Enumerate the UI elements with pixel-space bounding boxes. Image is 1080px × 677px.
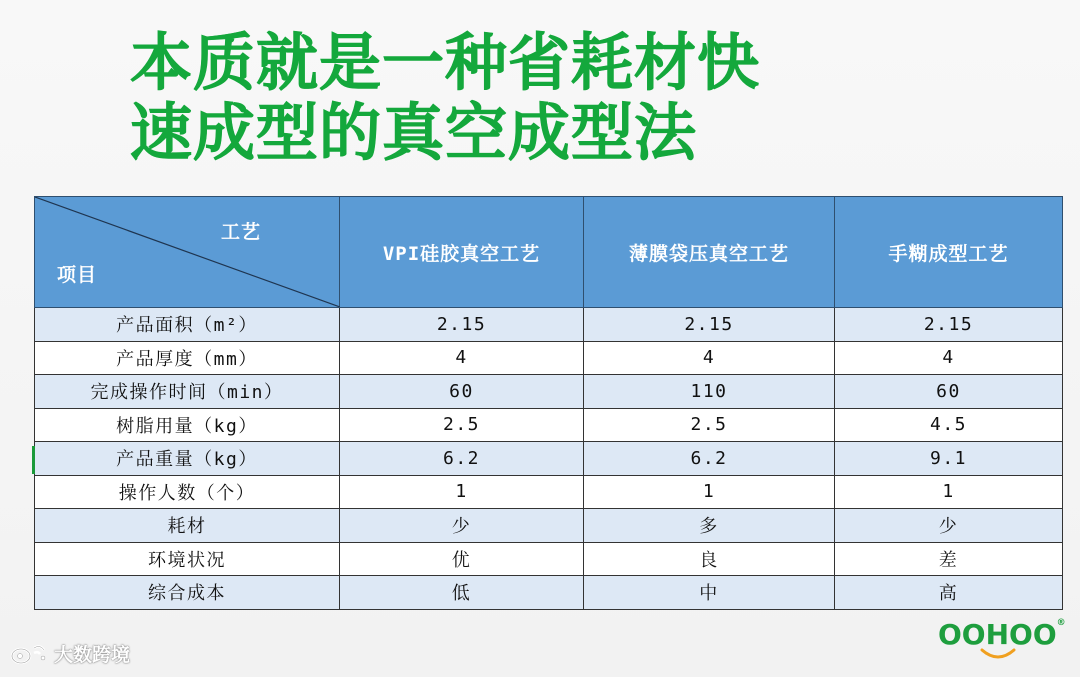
table-cell: 少 bbox=[835, 509, 1063, 543]
table-cell: 1 bbox=[584, 475, 835, 509]
table-cell: 少 bbox=[340, 509, 584, 543]
weibo-like-icon bbox=[10, 642, 50, 666]
table-row bbox=[35, 375, 1063, 409]
title-line-1: 本质就是一种省耗材快 bbox=[130, 26, 761, 99]
row-label: 环境状况 bbox=[35, 542, 340, 576]
table-cell: 110 bbox=[584, 375, 835, 409]
table-row bbox=[35, 576, 1063, 610]
table-cell: 2.15 bbox=[340, 308, 584, 342]
table-row bbox=[35, 308, 1063, 342]
table-cell: 4.5 bbox=[835, 408, 1063, 442]
table-cell: 2.15 bbox=[584, 308, 835, 342]
table-row bbox=[35, 408, 1063, 442]
row-label: 树脂用量（kg） bbox=[35, 408, 340, 442]
column-header: 薄膜袋压真空工艺 bbox=[584, 197, 835, 308]
table-cell: 优 bbox=[340, 542, 584, 576]
diagonal-line bbox=[35, 197, 340, 307]
brand-logo bbox=[938, 618, 1066, 651]
watermark-text: 大数跨境 bbox=[54, 644, 131, 666]
table-cell: 差 bbox=[835, 542, 1063, 576]
table-cell: 4 bbox=[835, 341, 1063, 375]
row-label: 耗材 bbox=[35, 509, 340, 543]
logo-text: OOHOO bbox=[938, 618, 1057, 651]
slide-title bbox=[130, 28, 1030, 168]
table-header-row bbox=[35, 197, 1063, 308]
table-row bbox=[35, 542, 1063, 576]
table-row bbox=[35, 509, 1063, 543]
row-label: 产品重量（kg） bbox=[35, 442, 340, 476]
column-header: 手糊成型工艺 bbox=[835, 197, 1063, 308]
table-cell: 中 bbox=[584, 576, 835, 610]
row-label: 综合成本 bbox=[35, 576, 340, 610]
table-cell: 2.15 bbox=[835, 308, 1063, 342]
registered-mark: ® bbox=[1056, 618, 1066, 628]
title-line-2: 速成型的真空成型法 bbox=[130, 96, 698, 169]
smile-icon bbox=[978, 648, 1018, 662]
row-label: 完成操作时间（min） bbox=[35, 375, 340, 409]
table-cell: 4 bbox=[584, 341, 835, 375]
row-marker bbox=[32, 446, 35, 474]
table-cell: 低 bbox=[340, 576, 584, 610]
table-cell: 1 bbox=[835, 475, 1063, 509]
row-label: 产品面积（m²） bbox=[35, 308, 340, 342]
table-cell: 2.5 bbox=[584, 408, 835, 442]
table-cell: 多 bbox=[584, 509, 835, 543]
table-cell: 6.2 bbox=[584, 442, 835, 476]
table-cell: 60 bbox=[835, 375, 1063, 409]
row-label: 产品厚度（mm） bbox=[35, 341, 340, 375]
table-cell: 1 bbox=[340, 475, 584, 509]
table-row bbox=[35, 341, 1063, 375]
row-label: 操作人数（个） bbox=[35, 475, 340, 509]
corner-label-item: 项目 bbox=[57, 264, 98, 286]
column-header: VPI硅胶真空工艺 bbox=[340, 197, 584, 308]
table-cell: 良 bbox=[584, 542, 835, 576]
watermark bbox=[10, 640, 130, 667]
corner-label-process: 工艺 bbox=[220, 221, 261, 243]
table-cell: 高 bbox=[835, 576, 1063, 610]
table-row bbox=[35, 442, 1063, 476]
header-corner-cell bbox=[35, 197, 340, 308]
table-cell: 9.1 bbox=[835, 442, 1063, 476]
table-row bbox=[35, 475, 1063, 509]
table-cell: 60 bbox=[340, 375, 584, 409]
table-cell: 6.2 bbox=[340, 442, 584, 476]
table-cell: 4 bbox=[340, 341, 584, 375]
comparison-table bbox=[34, 196, 1063, 610]
table-cell: 2.5 bbox=[340, 408, 584, 442]
